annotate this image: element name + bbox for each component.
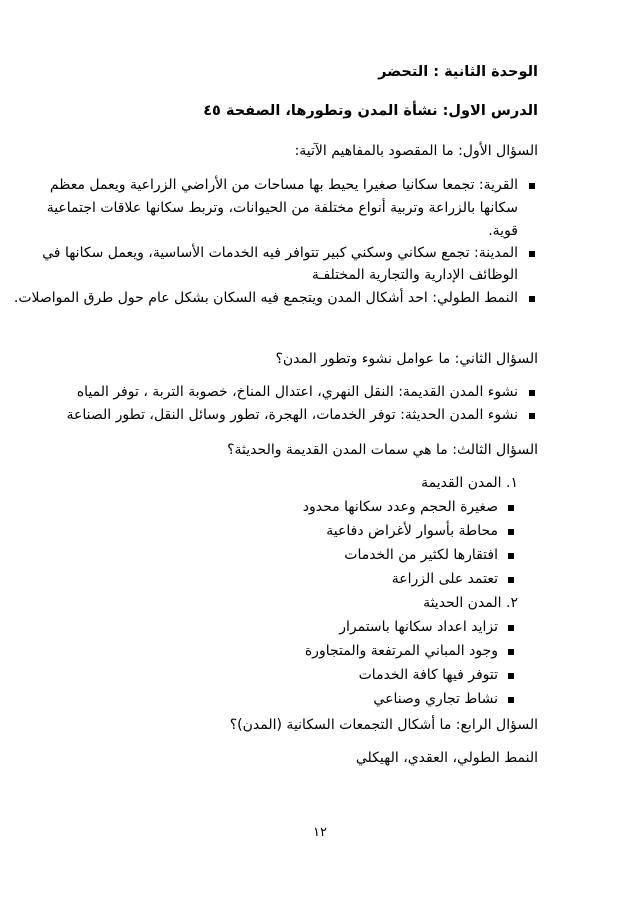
unit-title: الوحدة الثانية : التحضر [378, 64, 538, 80]
q1-item-3-line-1: النمط الطولي: احد أشكال المدن ويتجمع فيه السكان بشكل عام حول طرق المواصلات. [13, 290, 518, 306]
bullet-square-icon [529, 183, 535, 189]
lesson-title: الدرس الاول: نشأة المدن وتطورها، الصفحة ٤٥ [203, 103, 538, 119]
q1-item-2-line-2: الوظائف الإدارية والتجارية المختلفـة [311, 267, 518, 283]
question-4-answer: النمط الطولي، العقدي، الهيكلي [355, 750, 538, 766]
bullet-square-icon [508, 529, 514, 535]
q3-group-1-item-1: صغيرة الحجم وعدد سكانها محدود [302, 499, 498, 515]
q3-group-2-item-2: وجود المباني المرتفعة والمتجاورة [304, 643, 498, 659]
q1-item-1-line-3: قوية. [488, 223, 518, 239]
q3-group-1-item-3: افتقارها لكثير من الخدمات [344, 547, 498, 563]
bullet-square-icon [529, 413, 535, 419]
bullet-square-icon [529, 390, 535, 396]
q3-group-1-item-2: محاطة بأسوار لأغراض دفاعية [326, 523, 498, 539]
q1-item-2-line-1: المدينة: تجمع سكاني وسكني كبير تتوافر فيه الخدمات الأساسية، ويعمل سكانها في [42, 245, 518, 261]
question-2: السؤال الثاني: ما عوامل نشوء وتطور المدن؟ [275, 351, 538, 367]
q2-item-2: نشوء المدن الحديثة: توفر الخدمات، الهجرة، تطور وسائل النقل، تطور الصناعة [66, 407, 518, 423]
q3-group-2-item-3: تتوفر فيها كافة الخدمات [358, 667, 498, 683]
bullet-square-icon [508, 625, 514, 631]
q3-group-2-item-1: تزايد اعداد سكانها باستمرار [339, 619, 498, 635]
question-3: السؤال الثالث: ما هي سمات المدن القديمة والحديثة؟ [227, 442, 538, 458]
bullet-square-icon [508, 553, 514, 559]
question-1: السؤال الأول: ما المقصود بالمفاهيم الآتية: [294, 143, 538, 159]
question-4: السؤال الرابع: ما أشكال التجمعات السكانية (المدن)؟ [229, 717, 538, 733]
q3-group-1-label: ١. المدن القديمة [421, 475, 518, 491]
q3-group-2-label: ٢. المدن الحديثة [423, 595, 518, 611]
q1-item-1-line-2: سكانها بالزراعة وتربية أنواع مختلفة من الحيوانات، وتربط سكانها علاقات اجتماعية [46, 200, 518, 216]
bullet-square-icon [508, 649, 514, 655]
bullet-square-icon [508, 673, 514, 679]
bullet-square-icon [508, 697, 514, 703]
q3-group-1-item-4: تعتمد على الزراعة [391, 571, 498, 587]
q3-group-2-item-4: نشاط تجاري وصناعي [373, 691, 498, 707]
bullet-square-icon [529, 296, 535, 302]
page-number: ١٢ [313, 825, 327, 840]
q1-item-1-line-1: القرية: تجمعا سكانيا صغيرا يحيط بها مساحات من الأراضي الزراعية ويعمل معظم [49, 177, 518, 193]
bullet-square-icon [508, 505, 514, 511]
bullet-square-icon [529, 251, 535, 257]
bullet-square-icon [508, 577, 514, 583]
q2-item-1: نشوء المدن القديمة: النقل النهري، اعتدال المناخ، خصوبة التربة ، توفر المياه [76, 384, 518, 400]
